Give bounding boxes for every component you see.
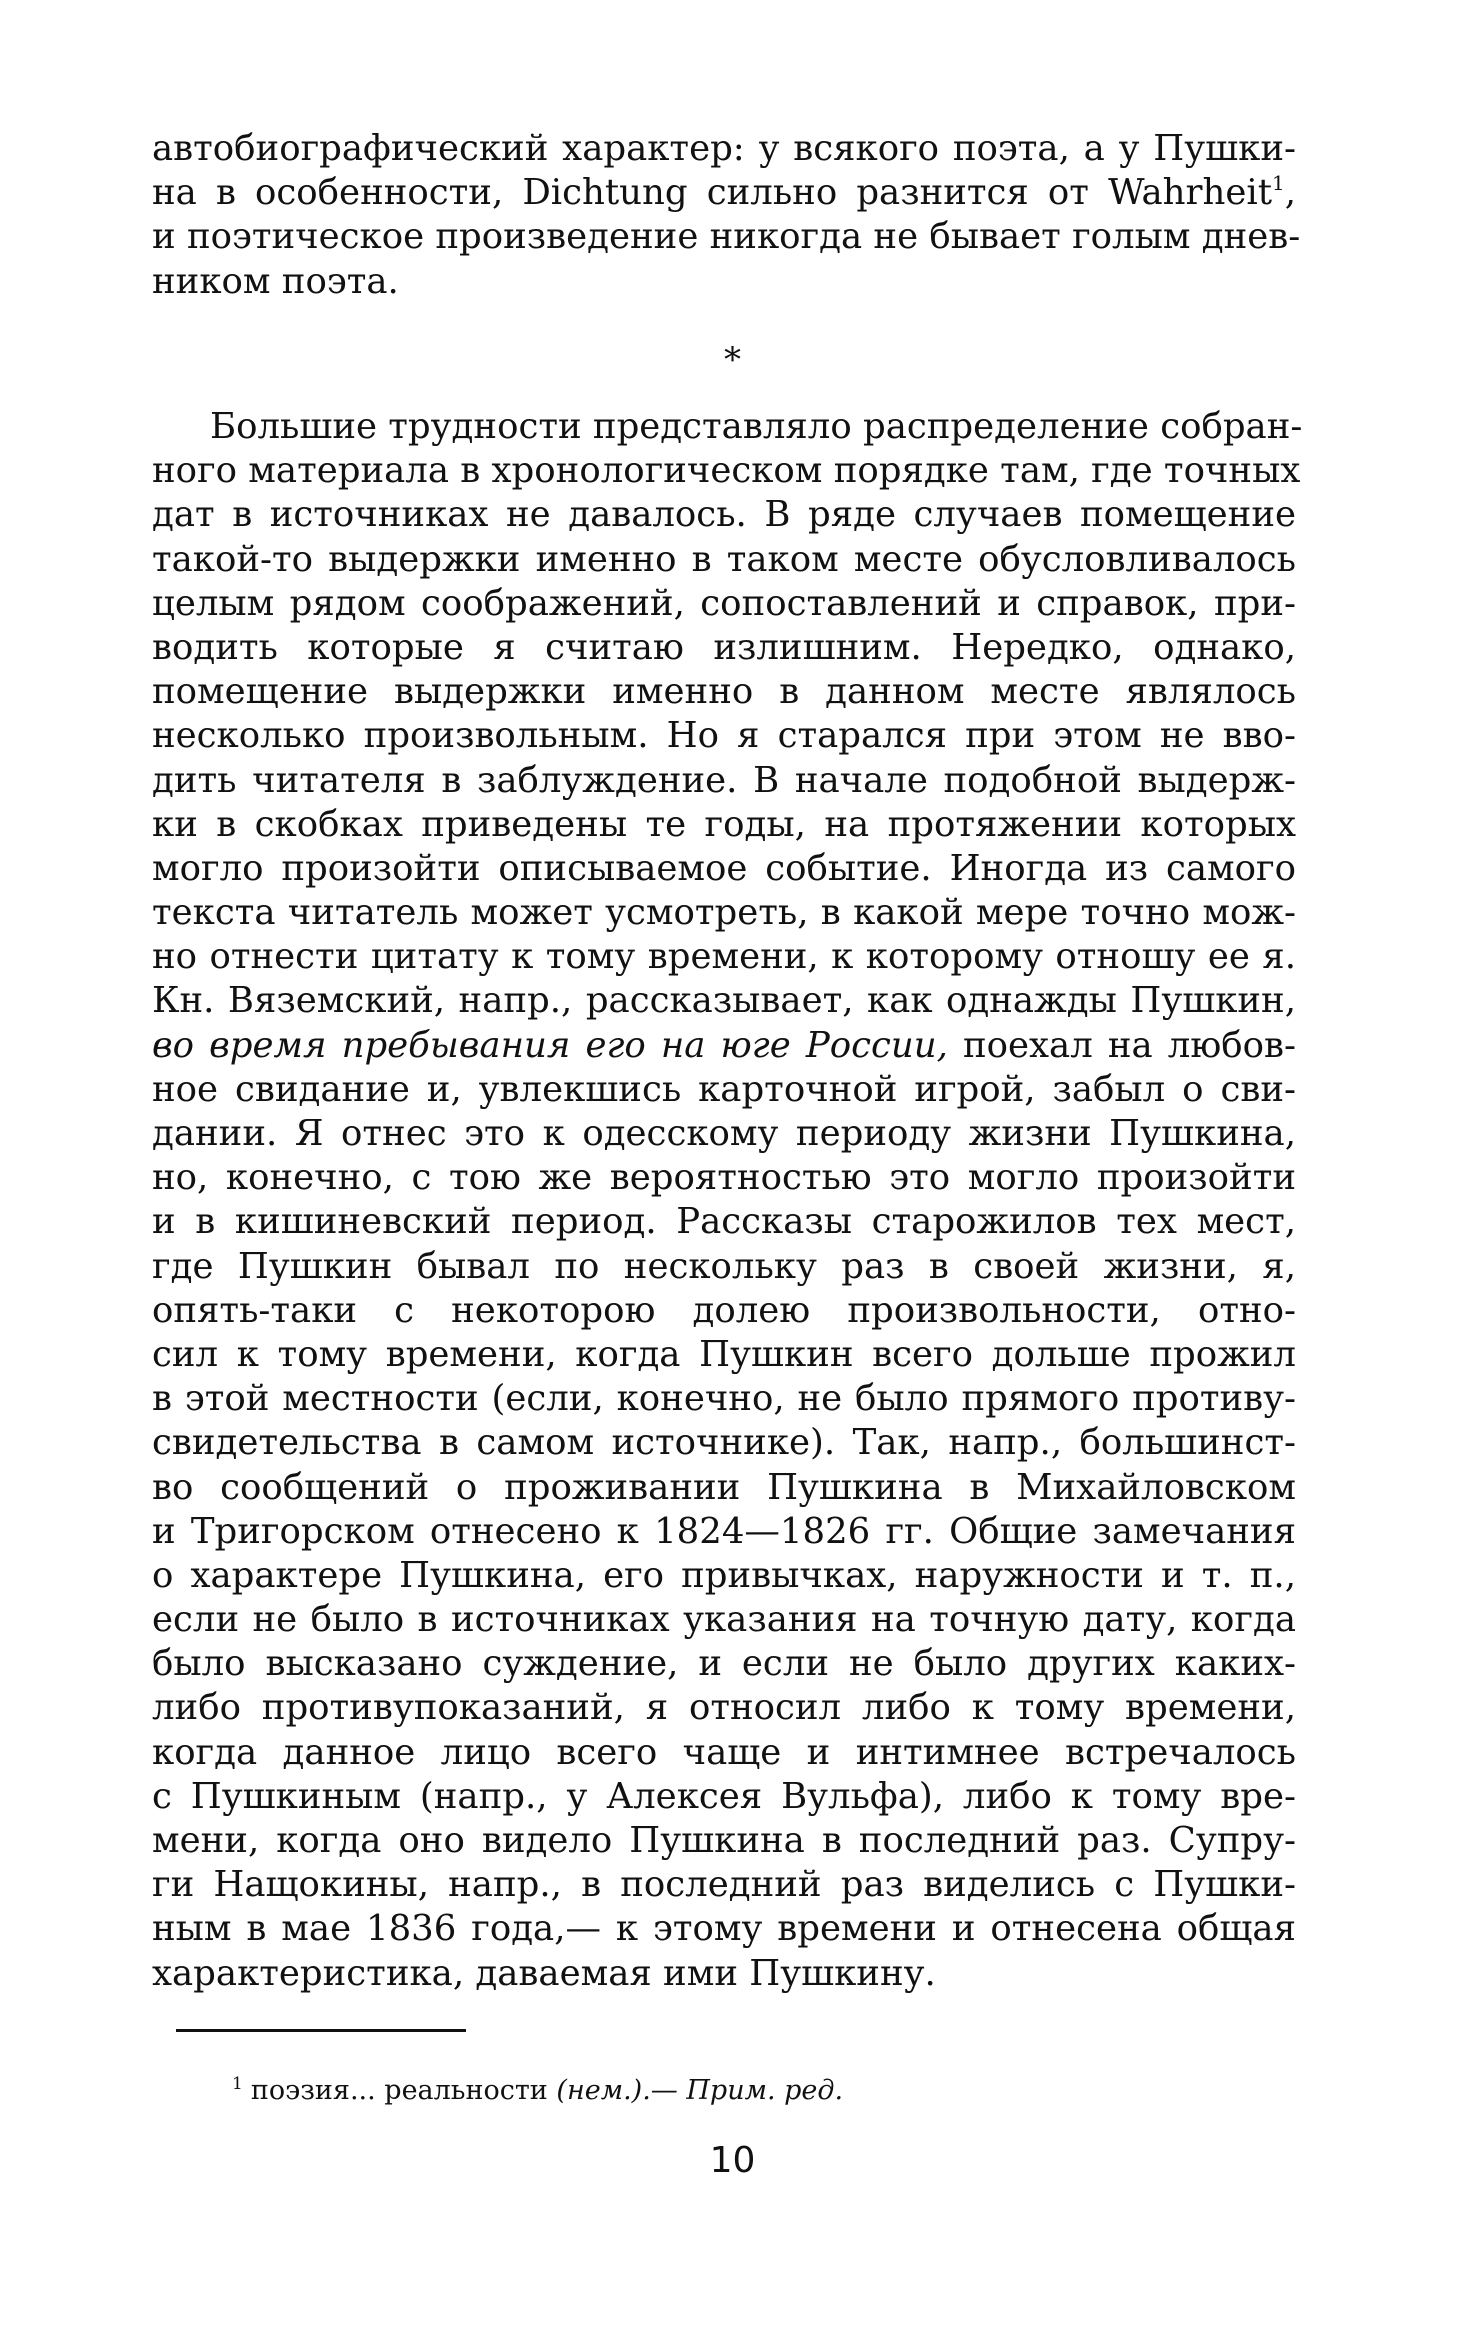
text-line: дании. Я отнес это к одесскому периоду жизни Пушкина, bbox=[152, 1113, 1296, 1154]
text-line: характеристика, даваемая ими Пушкину. bbox=[152, 1952, 936, 1994]
footnote bbox=[232, 2073, 843, 2109]
text-line: дат в источниках не давалось. В ряде случаев помещение bbox=[152, 494, 1296, 536]
footnote-mark: 1 bbox=[232, 2074, 243, 2094]
text-line: ное свидание и, увлекшись карточной игрой, забыл о сви- bbox=[152, 1068, 1296, 1110]
text-line: ником поэта. bbox=[152, 260, 399, 302]
text-line: и Тригорском отнесено к 1824—1826 гг. Общие замечания bbox=[152, 1510, 1296, 1552]
text-line: Большие трудности представляло распределение собран- bbox=[210, 406, 1303, 447]
text-line: мени, когда оно видело Пушкина в последний раз. Супру- bbox=[152, 1820, 1296, 1861]
text-line: если не было в источниках указания на точную дату, когда bbox=[152, 1599, 1296, 1641]
text-line: с Пушкиным (напр., у Алексея Вульфа), либо к тому вре- bbox=[152, 1775, 1296, 1817]
text-line bbox=[152, 171, 1296, 215]
text-line: помещение выдержки именно в данном месте являлось bbox=[152, 671, 1296, 713]
text-line: могло произойти описываемое событие. Иногда из самого bbox=[152, 847, 1296, 889]
text-line: несколько произвольным. Но я старался при этом не вво- bbox=[152, 715, 1296, 757]
text-line: дить читателя в заблуждение. В начале подобной выдерж- bbox=[152, 759, 1296, 801]
page-number: 10 bbox=[709, 2140, 756, 2181]
text-line: текста читатель может усмотреть, в какой мере точно мож- bbox=[152, 892, 1296, 934]
text-line: ным в мае 1836 года,— к этому времени и отнесена общая bbox=[152, 1908, 1296, 1950]
footnote-reference: 1 bbox=[1271, 171, 1285, 196]
text-line: сил к тому времени, когда Пушкин всего дольше прожил bbox=[152, 1333, 1296, 1375]
text-line: о характере Пушкина, его привычках, наружности и т. п., bbox=[152, 1554, 1296, 1596]
text-line: во сообщений о проживании Пушкина в Михайловском bbox=[152, 1466, 1296, 1508]
text-line: но, конечно, с тою же вероятностью это могло произойти bbox=[152, 1157, 1296, 1199]
footnote-italic-text: (нем.).— Прим. ред. bbox=[556, 2075, 844, 2106]
text-line: Кн. Вяземский, напр., рассказывает, как однажды Пушкин, bbox=[152, 980, 1296, 1022]
text-line: свидетельства в самом источнике). Так, напр., большинст- bbox=[152, 1422, 1296, 1464]
text-line: и поэтическое произведение никогда не бывает голым днев- bbox=[152, 216, 1301, 258]
italic-phrase: во время пребывания его на юге России, bbox=[152, 1024, 948, 1066]
line-text: на в особенности, Dichtung сильно разнится от Wahrheit bbox=[152, 172, 1272, 214]
text-line: целым рядом соображений, сопоставлений и справок, при- bbox=[152, 582, 1296, 624]
text-line: ки в скобках приведены те годы, на протяжении которых bbox=[152, 803, 1296, 845]
text-line-italic bbox=[152, 1024, 1296, 1068]
text-line: водить которые я считаю излишним. Нередко, однако, bbox=[152, 626, 1296, 668]
text-line: либо противупоказаний, я относил либо к тому времени, bbox=[152, 1687, 1296, 1729]
text-line: автобиографический характер: у всякого поэта, а у Пушки- bbox=[152, 128, 1296, 169]
text-line: опять-таки с некоторою долею произвольности, отно- bbox=[152, 1289, 1296, 1331]
text-line: и в кишиневский период. Рассказы старожилов тех мест, bbox=[152, 1201, 1296, 1243]
line-text: поехал на любов- bbox=[947, 1024, 1296, 1066]
text-line: было высказано суждение, и если не было других каких- bbox=[152, 1643, 1296, 1685]
main-paragraph bbox=[152, 405, 1303, 1996]
line-text-tail: , bbox=[1284, 172, 1296, 214]
footnote-text: поэзия... реальности bbox=[250, 2075, 548, 2106]
text-line: где Пушкин бывал по нескольку раз в своей жизни, я, bbox=[152, 1245, 1296, 1287]
text-line: но отнести цитату к тому времени, к которому отношу ее я. bbox=[152, 936, 1296, 978]
text-line: ги Нащокины, напр., в последний раз виделись с Пушки- bbox=[152, 1864, 1296, 1906]
text-line: в этой местности (если, конечно, не было прямого противу- bbox=[152, 1378, 1296, 1420]
section-separator: * bbox=[724, 340, 741, 380]
footnote-divider bbox=[176, 2029, 466, 2032]
text-line: такой-то выдержки именно в таком месте обусловливалось bbox=[152, 538, 1296, 580]
text-line: когда данное лицо всего чаще и интимнее встречалось bbox=[152, 1731, 1296, 1773]
text-line: ного материала в хронологическом порядке там, где точных bbox=[152, 450, 1301, 492]
intro-paragraph bbox=[152, 127, 1301, 304]
